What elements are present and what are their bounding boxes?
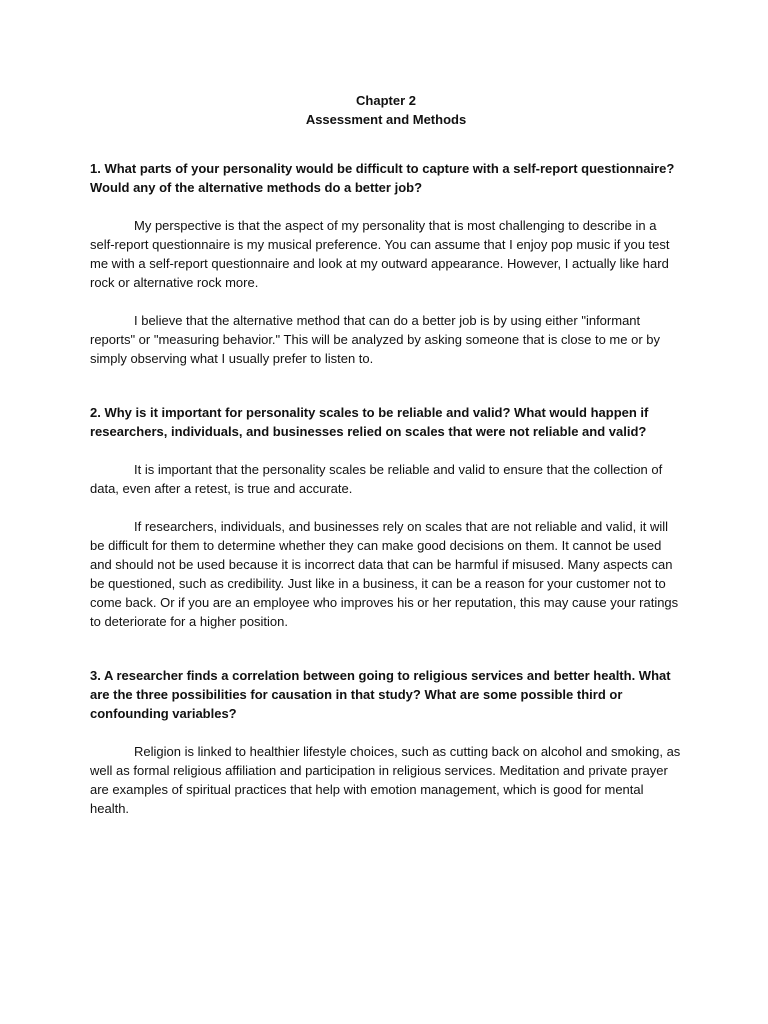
answer-1-paragraph-1: My perspective is that the aspect of my personality that is most challenging to describe in a self-report questionnaire is my musical preference. You can assume that I enjoy pop music if you test me with a self-report questionnaire and look at my outward appearance. However, I actually like hard rock or alternative rock more. [90, 218, 670, 290]
answer-3-paragraph-1: Religion is linked to healthier lifestyle choices, such as cutting back on alcohol and smoking, as well as formal religious affiliation and participation in religious services. Meditation and private prayer are examples of spiritual practices that help with emotion management, which is good for mental health. [90, 744, 681, 816]
question-1: 1. What parts of your personality would be difficult to capture with a self-report questionnaire? Would any of the alternative methods do a better job? [90, 161, 675, 195]
chapter-label: Chapter 2 [356, 93, 416, 108]
document-title: Assessment and Methods [305, 112, 467, 127]
answer-1-paragraph-2: I believe that the alternative method that can do a better job is by using either "informant reports" or "measuring behavior." This will be analyzed by asking someone that is close to me or by simply observing what I usually prefer to listen to. [90, 313, 660, 366]
section-1 [90, 159, 682, 368]
question-3: 3. A researcher finds a correlation between going to religious services and better health. What are the three possibilities for causation in that study? What are some possible third or confounding variables? [90, 668, 671, 721]
question-2: 2. Why is it important for personality scales to be reliable and valid? What would happen if researchers, individuals, and businesses relied on scales that were not reliable and valid? [90, 405, 649, 439]
section-3 [90, 666, 682, 818]
section-2 [90, 403, 682, 631]
document-header [90, 91, 682, 129]
answer-2-paragraph-1: It is important that the personality scales be reliable and valid to ensure that the collection of data, even after a retest, is true and accurate. [90, 462, 663, 496]
answer-2-paragraph-2: If researchers, individuals, and businesses rely on scales that are not reliable and valid, it will be difficult for them to determine whether they can make good decisions on them. It cannot be used and should not be used because it is incorrect data that can be harmful if misused. Many aspects can be questioned, such as credibility. Just like in a business, it can be a reason for your customer not to come back. Or if you are an employee who improves his or her reputation, this may cause your ratings to deteriorate for a higher position. [90, 519, 679, 629]
